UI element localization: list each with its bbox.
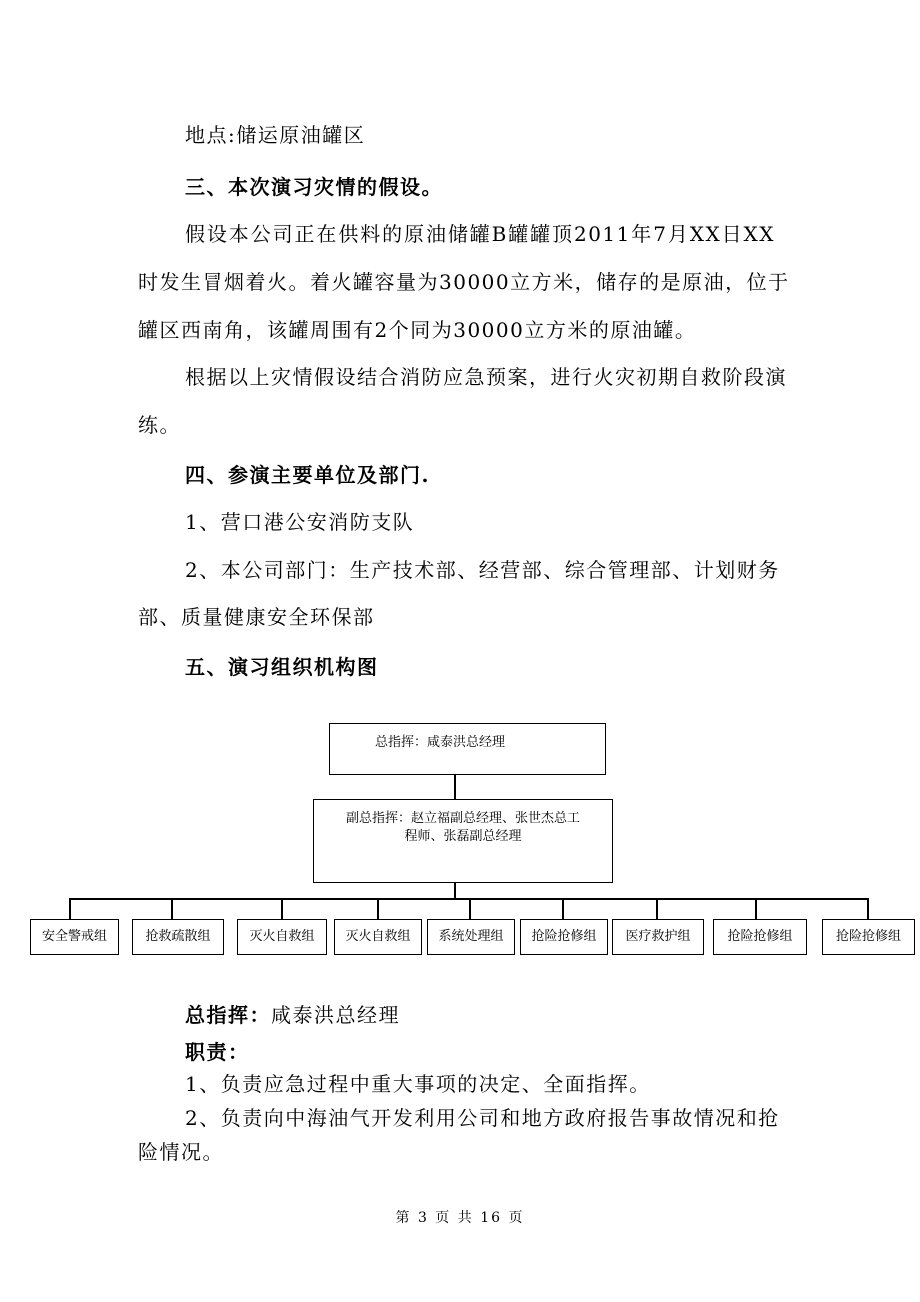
drop-line: [377, 898, 379, 920]
org-commander-text: 总指挥：咸泰洪总经理: [375, 735, 506, 750]
org-group-box: [612, 919, 704, 955]
section-3-para1-line3: 罐区西南角，该罐周围有2个同为30000立方米的原油罐。: [138, 318, 697, 342]
duty-label: 职责：: [185, 1040, 250, 1064]
org-deputy-line2: 程师、张磊副总经理: [404, 829, 522, 844]
drop-line: [69, 898, 71, 920]
drop-line: [562, 898, 564, 920]
org-group-box: [822, 919, 915, 955]
org-deputy-line1: 副总指挥：赵立福副总经理、张世杰总工: [345, 811, 580, 826]
section-4-item2-line1: 2、本公司部门：生产技术部、经营部、综合管理部、计划财务: [185, 558, 780, 582]
section-3-para2-line1: 根据以上灾情假设结合消防应急预案，进行火灾初期自救阶段演: [185, 365, 787, 389]
org-group-label: 安全警戒组: [41, 929, 107, 944]
org-group-label: 系统处理组: [438, 929, 504, 944]
org-group-label: 灭火自救组: [345, 929, 411, 944]
org-box-commander: [329, 723, 606, 775]
duty-item2-line1: 2、负责向中海油气开发利用公司和地方政府报告事故情况和抢: [185, 1106, 780, 1130]
duty-item2-line2: 险情况。: [138, 1140, 224, 1164]
drop-line: [281, 898, 283, 920]
org-group-box: [713, 919, 807, 955]
org-group-box: [132, 919, 224, 955]
section-3-para1-line2: 时发生冒烟着火。着火罐容量为30000立方米，储存的是原油，位于: [138, 270, 790, 294]
page-footer: 第 3 页 共 16 页: [395, 1210, 525, 1226]
drop-line: [171, 898, 173, 920]
commander-label: 总指挥：: [185, 1003, 271, 1027]
drop-line: [867, 898, 869, 920]
section-4-heading: 四、参演主要单位及部门.: [185, 463, 430, 487]
org-group-label: 抢险抢修组: [835, 929, 901, 944]
drop-line: [469, 898, 471, 920]
connector-deputy: [454, 882, 456, 899]
drop-line: [656, 898, 658, 920]
section-5-heading: 五、演习组织机构图: [185, 655, 379, 679]
org-group-box: [237, 919, 327, 955]
org-group-label: 抢救疏散组: [145, 929, 211, 944]
org-group-box: [30, 919, 119, 955]
commander-line: [185, 1003, 400, 1027]
commander-name: 咸泰洪总经理: [271, 1003, 400, 1027]
section-4-item1: 1、营口港公安消防支队: [185, 510, 415, 534]
section-3-heading: 三、本次演习灾情的假设。: [185, 175, 443, 199]
connector-top: [454, 774, 456, 800]
drop-line: [755, 898, 757, 920]
org-group-label: 灭火自救组: [249, 929, 315, 944]
duty-item1: 1、负责应急过程中重大事项的决定、全面指挥。: [185, 1072, 651, 1096]
location-text: 地点:储运原油罐区: [185, 123, 366, 147]
org-group-label: 医疗救护组: [625, 929, 691, 944]
org-box-deputy: [313, 799, 613, 883]
section-4-item2-line2: 部、质量健康安全环保部: [138, 605, 375, 629]
org-group-box: [427, 919, 515, 955]
org-group-box: [520, 919, 608, 955]
org-group-box: [334, 919, 422, 955]
org-group-label: 抢险抢修组: [727, 929, 793, 944]
section-3-para1-line1: 假设本公司正在供料的原油储罐B罐罐顶2011年7月XX日XX: [185, 222, 775, 246]
org-group-label: 抢险抢修组: [531, 929, 597, 944]
section-3-para2-line2: 练。: [138, 413, 181, 437]
